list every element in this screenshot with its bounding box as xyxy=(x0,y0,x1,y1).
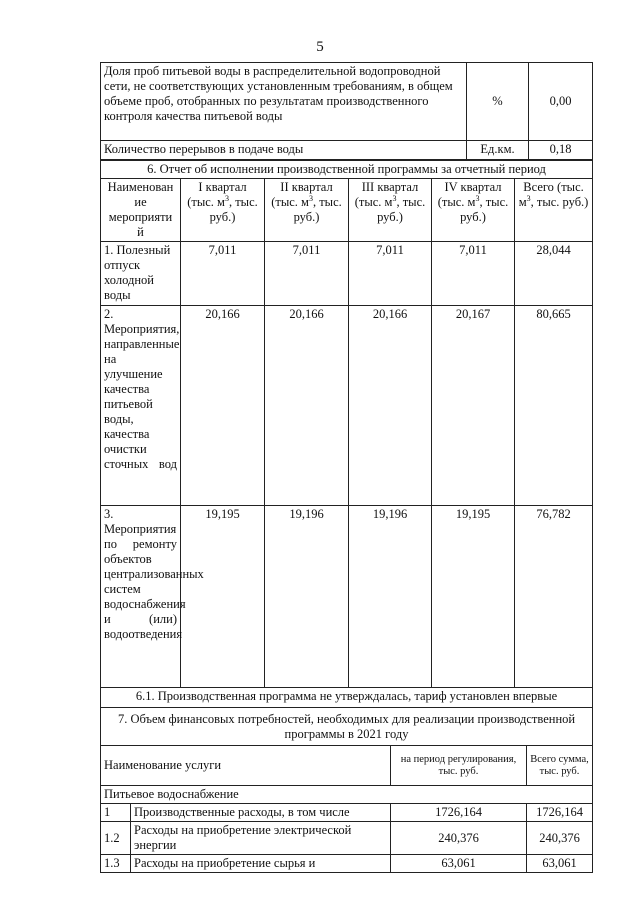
row-name: 3. Мероприятия по ремонту объектов централизованных систем водоснабжения и (или) водоотведения xyxy=(101,506,181,688)
page-number: 5 xyxy=(316,39,324,55)
cell-q4: 20,167 xyxy=(432,306,515,506)
cell-q3: 19,196 xyxy=(349,506,432,688)
row-name: Расходы на приобретение сырья и xyxy=(131,855,391,873)
cell-total: 80,665 xyxy=(515,306,593,506)
cell-q1: 7,011 xyxy=(181,242,265,306)
col-header-period: на период регулирования, тыс. руб. xyxy=(391,746,527,786)
table-row xyxy=(101,242,593,306)
row-number: 1.2 xyxy=(101,822,131,855)
col-header-q2: II квартал (тыс. $м^3$, тыс. руб.) xyxy=(265,179,349,242)
cell-q2: 20,166 xyxy=(265,306,349,506)
cell-total: 240,376 xyxy=(527,822,593,855)
table-header-row xyxy=(101,746,593,786)
col-header-q3: III квартал (тыс. $м^3$, тыс. руб.) xyxy=(349,179,432,242)
cell-total: 28,044 xyxy=(515,242,593,306)
cell-total: 63,061 xyxy=(527,855,593,873)
indicator-unit: Ед.км. xyxy=(467,141,529,160)
col-header-total: Всего (тыс. $м^3$, тыс. руб.) xyxy=(515,179,593,242)
cell-q2: 19,196 xyxy=(265,506,349,688)
row-number: 1 xyxy=(101,804,131,822)
indicator-name: Количество перерывов в подаче воды xyxy=(101,141,467,160)
col-header-service: Наименование услуги xyxy=(101,746,391,786)
table-row xyxy=(101,855,593,873)
row-number: 1.3 xyxy=(101,855,131,873)
cell-q1: 19,195 xyxy=(181,506,265,688)
financial-needs-table xyxy=(100,707,593,873)
cell-period: 1726,164 xyxy=(391,804,527,822)
table-row xyxy=(101,306,593,506)
indicators-table xyxy=(100,62,593,160)
indicator-value: 0,18 xyxy=(529,141,593,160)
table-header-row xyxy=(101,179,593,242)
row-name: 1. Полезный отпуск холодной воды xyxy=(101,242,181,306)
table-row xyxy=(101,822,593,855)
col-header-q1: I квартал (тыс. $м^3$, тыс. руб.) xyxy=(181,179,265,242)
cell-q1: 20,166 xyxy=(181,306,265,506)
indicator-name: Доля проб питьевой воды в распределительной водопроводной сети, не соответствующих установленным требованиям, в общем объеме проб, отобранных по результатам производственного контроля качества питьевой воды xyxy=(101,63,467,141)
group-title: Питьевое водоснабжение xyxy=(101,786,593,804)
table-row xyxy=(101,141,593,160)
cell-q4: 19,195 xyxy=(432,506,515,688)
cell-q3: 7,011 xyxy=(349,242,432,306)
section-6-title: 6. Отчет об исполнении производственной программы за отчетный период xyxy=(101,161,593,179)
cell-q3: 20,166 xyxy=(349,306,432,506)
section-6-1-note: 6.1. Производственная программа не утверждалась, тариф установлен впервые xyxy=(101,688,593,708)
col-header-name: Наименован ие мероприяти й xyxy=(101,179,181,242)
row-name: 2. Мероприятия, направленные на улучшение качества питьевой воды, качества очистки сточных вод xyxy=(101,306,181,506)
row-name: Производственные расходы, в том числе xyxy=(131,804,391,822)
table-row xyxy=(101,63,593,141)
col-header-q4: IV квартал (тыс. $м^3$, тыс. руб.) xyxy=(432,179,515,242)
cell-period: 63,061 xyxy=(391,855,527,873)
cell-total: 76,782 xyxy=(515,506,593,688)
program-report-table xyxy=(100,160,593,708)
row-name: Расходы на приобретение электрической энергии xyxy=(131,822,391,855)
indicator-unit: % xyxy=(467,63,529,141)
cell-q2: 7,011 xyxy=(265,242,349,306)
section-7-title: 7. Объем финансовых потребностей, необходимых для реализации производственной программы в 2021 году xyxy=(101,708,593,746)
indicator-value: 0,00 xyxy=(529,63,593,141)
col-header-total: Всего сумма, тыс. руб. xyxy=(527,746,593,786)
cell-period: 240,376 xyxy=(391,822,527,855)
cell-total: 1726,164 xyxy=(527,804,593,822)
table-row xyxy=(101,804,593,822)
cell-q4: 7,011 xyxy=(432,242,515,306)
table-row xyxy=(101,506,593,688)
